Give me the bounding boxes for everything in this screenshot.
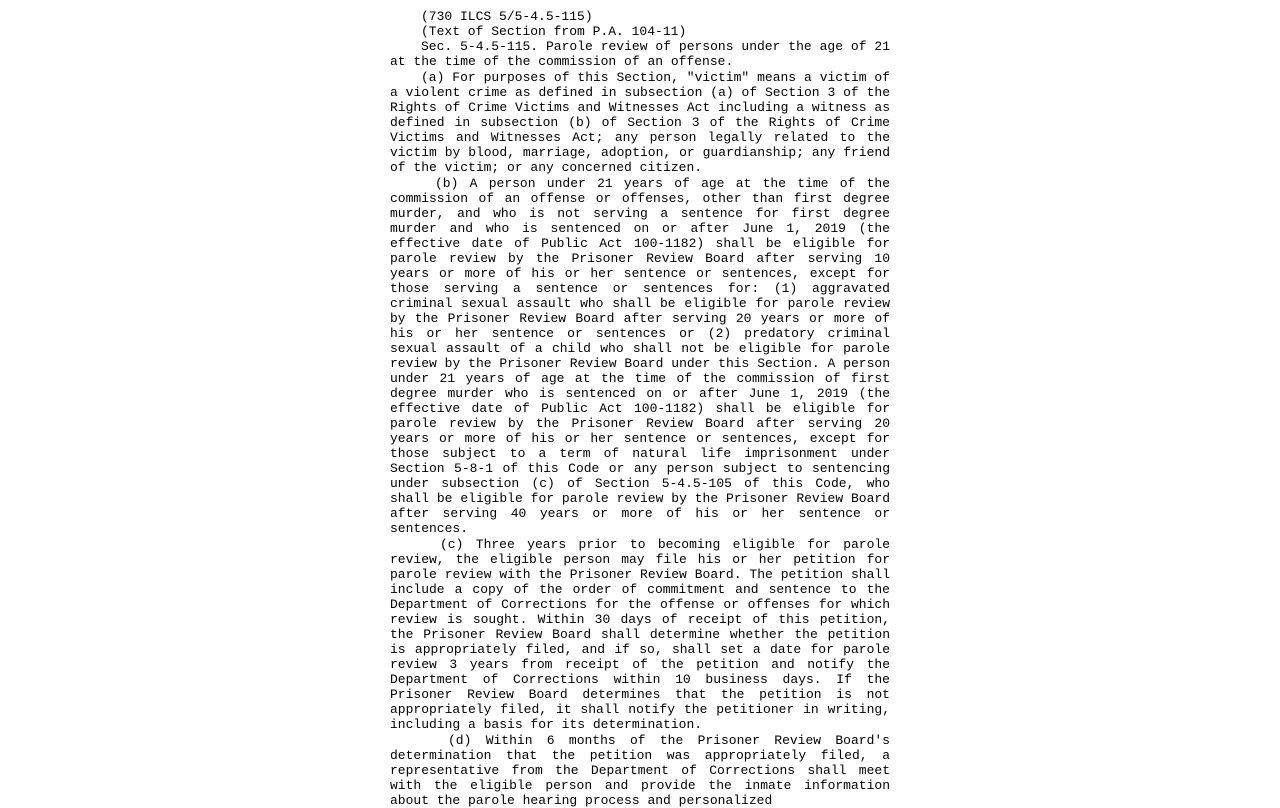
paragraph-b-line: effective date of Public Act 100-1182) shall be eligible for — [390, 401, 890, 416]
paragraph-b-line: years or more of his or her sentence or sentences, except for — [390, 431, 890, 446]
paragraph-a-line: defined in subsection (b) of Section 3 of the Rights of Crime — [390, 115, 890, 130]
paragraph-b-line: shall be eligible for parole review by the Prisoner Review Board — [390, 491, 890, 506]
section-heading-line-2: at the time of the commission of an offense. — [390, 54, 734, 69]
paragraph-a-line: a violent crime as defined in subsection (a) of Section 3 of the — [390, 85, 890, 100]
paragraph-d-line: (d) Within 6 months of the Prisoner Review Board's — [448, 733, 890, 748]
paragraph-b-line: degree murder who is sentenced on or after June 1, 2019 (the — [390, 386, 890, 401]
paragraph-c — [390, 537, 890, 732]
paragraph-a-line: victim by blood, marriage, adoption, or guardianship; any friend — [390, 145, 890, 160]
statute-citation: (730 ILCS 5/5-4.5-115) — [421, 9, 593, 24]
paragraph-c-line: review, the eligible person may file his or her petition for — [390, 552, 890, 567]
paragraph-d-line: with the eligible person and provide the inmate information — [390, 778, 890, 793]
paragraph-d-line: about the parole hearing process and personalized — [390, 793, 773, 808]
text-source-note: (Text of Section from P.A. 104-11) — [421, 24, 687, 39]
paragraph-d-line: representative from the Department of Corrections shall meet — [390, 763, 890, 778]
paragraph-b-line: effective date of Public Act 100-1182) shall be eligible for — [390, 236, 890, 251]
paragraph-b-line: under 21 years of age at the time of the commission of first — [390, 371, 890, 386]
paragraph-b-line: by the Prisoner Review Board after serving 20 years or more of — [390, 311, 890, 326]
paragraph-c-line: is appropriately filed, and if so, shall set a date for parole — [390, 642, 890, 657]
paragraph-b-line: commission of an offense or offenses, other than first degree — [390, 191, 890, 206]
paragraph-c-line: including a basis for its determination. — [390, 717, 703, 732]
paragraph-b-line: those serving a sentence or sentences for: (1) aggravated — [390, 281, 890, 296]
paragraph-c-line: (c) Three years prior to becoming eligible for parole — [440, 537, 890, 552]
paragraph-c-line: include a copy of the order of commitment and sentence to the — [390, 582, 890, 597]
paragraph-b-line: Section 5-8-1 of this Code or any person subject to sentencing — [390, 461, 890, 476]
paragraph-b-line: sentences. — [390, 521, 469, 536]
statute-document — [390, 9, 890, 808]
paragraph-b-line: sexual assault of a child who shall not be eligible for parole — [390, 341, 890, 356]
paragraph-b-line: after serving 40 years or more of his or her sentence or — [390, 506, 890, 521]
paragraph-c-line: the Prisoner Review Board shall determine whether the petition — [390, 627, 890, 642]
paragraph-a-line: (a) For purposes of this Section, "victim" means a victim of — [421, 70, 890, 85]
paragraph-c-line: Department of Corrections for the offense or offenses for which — [390, 597, 890, 612]
paragraph-a-line: of the victim; or any concerned citizen. — [390, 160, 703, 175]
section-heading-line-1: Sec. 5-4.5-115. Parole review of persons under the age of 21 — [421, 39, 890, 54]
paragraph-d-line: determination that the petition was appropriately filed, a — [390, 748, 890, 763]
paragraph-b-line: parole review by the Prisoner Review Board after serving 20 — [390, 416, 890, 431]
paragraph-c-line: parole review with the Prisoner Review Board. The petition shall — [390, 567, 890, 582]
paragraph-b-line: years or more of his or her sentence or sentences, except for — [390, 266, 890, 281]
paragraph-b-line: murder, and who is not serving a sentence for first degree — [390, 206, 890, 221]
paragraph-c-line: Prisoner Review Board determines that the petition is not — [390, 687, 890, 702]
paragraph-a-line: Rights of Crime Victims and Witnesses Act including a witness as — [390, 100, 890, 115]
paragraph-a — [390, 70, 890, 175]
paragraph-c-line: review is sought. Within 30 days of receipt of this petition, — [390, 612, 890, 627]
paragraph-b-line: review by the Prisoner Review Board under this Section. A person — [390, 356, 890, 371]
paragraph-c-line: review 3 years from receipt of the petition and notify the — [390, 657, 890, 672]
paragraph-b-line: those subject to a term of natural life imprisonment under — [390, 446, 890, 461]
paragraph-c-line: appropriately filed, it shall notify the petitioner in writing, — [390, 702, 890, 717]
paragraph-b-line: murder and who is sentenced on or after June 1, 2019 (the — [390, 221, 890, 236]
paragraph-b-line: his or her sentence or sentences or (2) predatory criminal — [390, 326, 890, 341]
paragraph-b-line: (b) A person under 21 years of age at the time of the — [435, 176, 890, 191]
paragraph-a-line: Victims and Witnesses Act; any person legally related to the — [390, 130, 890, 145]
paragraph-b-line: criminal sexual assault who shall be eligible for parole review — [390, 296, 890, 311]
paragraph-d — [390, 733, 890, 808]
paragraph-b — [390, 176, 890, 536]
paragraph-c-line: Department of Corrections within 10 business days. If the — [390, 672, 890, 687]
paragraph-b-line: parole review by the Prisoner Review Board after serving 10 — [390, 251, 890, 266]
paragraph-b-line: under subsection (c) of Section 5-4.5-105 of this Code, who — [390, 476, 890, 491]
